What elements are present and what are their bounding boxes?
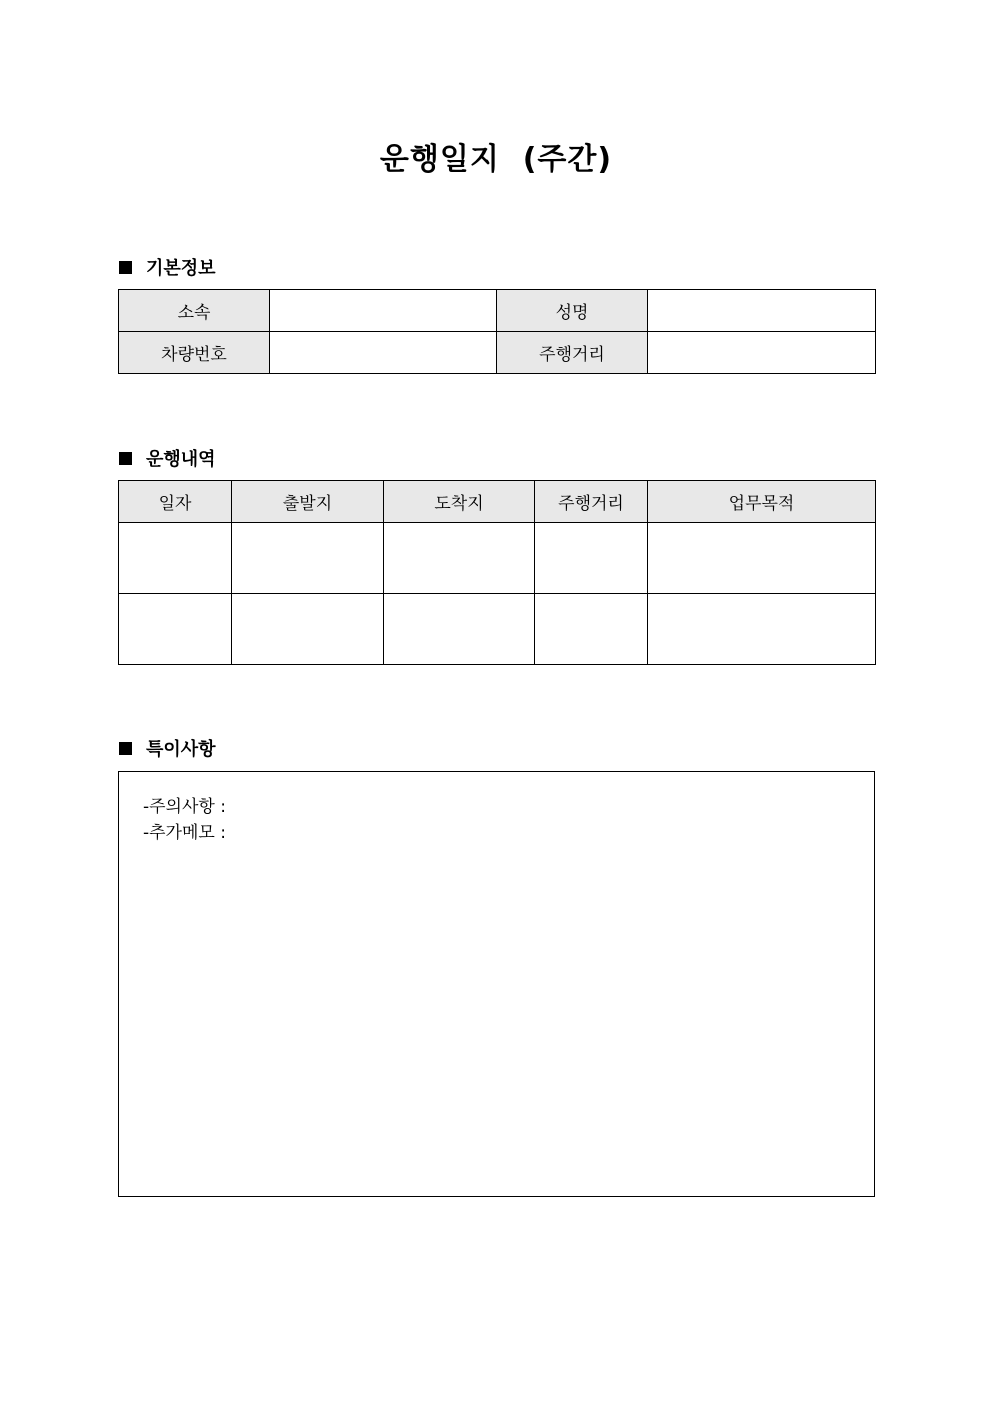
trip-log-table [118, 480, 876, 665]
notes-memo-line: -추가메모 : [143, 823, 226, 843]
column-header-mileage: 주행거리 [535, 481, 648, 523]
purpose-cell[interactable] [648, 523, 876, 594]
square-bullet-icon [119, 452, 132, 465]
notes-box[interactable] [118, 771, 875, 1197]
table-row [119, 332, 876, 374]
column-header-destination: 도착지 [384, 481, 535, 523]
section-trip-log-label: 운행내역 [146, 449, 216, 470]
name-label: 성명 [497, 290, 648, 332]
square-bullet-icon [119, 742, 132, 755]
notes-caution-line: -주의사항 : [143, 797, 226, 817]
table-row [119, 594, 876, 665]
affiliation-field[interactable] [270, 290, 497, 332]
departure-cell[interactable] [232, 594, 384, 665]
date-cell[interactable] [119, 594, 232, 665]
table-row [119, 523, 876, 594]
mileage-label: 주행거리 [497, 332, 648, 374]
section-trip-log-heading [119, 445, 216, 471]
vehicle-number-field[interactable] [270, 332, 497, 374]
destination-cell[interactable] [384, 523, 535, 594]
section-notes-heading [119, 735, 216, 761]
destination-cell[interactable] [384, 594, 535, 665]
section-basic-info-label: 기본정보 [146, 258, 216, 279]
purpose-cell[interactable] [648, 594, 876, 665]
departure-cell[interactable] [232, 523, 384, 594]
page-title: 운행일지 (주간) [379, 142, 613, 177]
mileage-cell[interactable] [535, 523, 648, 594]
basic-info-table [118, 289, 876, 374]
section-notes-label: 특이사항 [146, 739, 216, 760]
table-row [119, 290, 876, 332]
column-header-purpose: 업무목적 [648, 481, 876, 523]
vehicle-number-label: 차량번호 [119, 332, 270, 374]
affiliation-label: 소속 [119, 290, 270, 332]
column-header-date: 일자 [119, 481, 232, 523]
section-basic-info-heading [119, 254, 216, 280]
square-bullet-icon [119, 261, 132, 274]
column-header-departure: 출발지 [232, 481, 384, 523]
table-header-row [119, 481, 876, 523]
name-field[interactable] [648, 290, 876, 332]
mileage-cell[interactable] [535, 594, 648, 665]
date-cell[interactable] [119, 523, 232, 594]
mileage-field[interactable] [648, 332, 876, 374]
